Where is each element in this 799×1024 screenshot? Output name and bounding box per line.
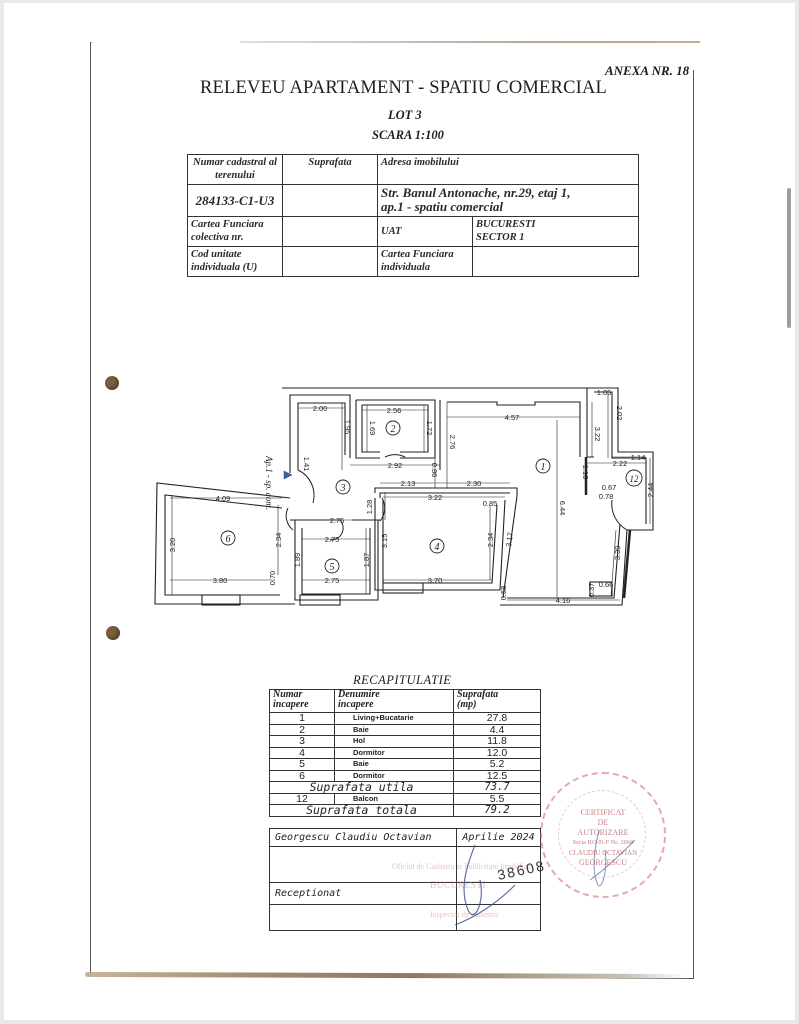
room-label-5: 5 [329,562,335,573]
document-date: Aprilie 2024 [457,829,541,847]
scrollbar[interactable] [787,188,791,328]
entrance-arrow-icon [284,471,292,479]
entrance-label: Ap.1 - sp. com. [264,456,274,510]
svg-text:0.70: 0.70 [268,570,277,586]
svg-text:2.75: 2.75 [324,535,340,544]
svg-text:1.87: 1.87 [362,552,371,568]
office-stamp: Oficiul de Cadastru si Publicitate Imobiliara BUCURESTI Inspector de cadastru [392,862,534,919]
svg-text:1.72: 1.72 [425,420,434,436]
header-room-number: Numar incapere [270,690,335,713]
svg-text:4.09: 4.09 [215,494,231,503]
area-value [283,185,378,217]
svg-text:2.30: 2.30 [466,479,482,488]
svg-text:1.69: 1.69 [368,420,377,436]
svg-text:1.95: 1.95 [343,419,352,435]
received-label: Receptionat [270,883,457,905]
svg-text:3.22: 3.22 [427,493,443,502]
author-name: Georgescu Claudiu Octavian [270,829,457,847]
svg-text:3.39: 3.39 [612,545,623,561]
svg-text:0.86: 0.86 [430,462,439,478]
document-title: RELEVEU APARTAMENT - SPATIU COMERCIAL [200,78,608,98]
dimension-lines [170,392,650,600]
svg-text:1.28: 1.28 [365,499,374,515]
table-row: 2 Baie 4.4 [270,724,541,736]
svg-text:1.05: 1.05 [596,388,612,397]
svg-text:3.15: 3.15 [380,533,389,549]
table-row: 1 Living+Bucatarie 27.8 [270,713,541,725]
svg-text:0.85: 0.85 [482,499,498,508]
registration-number: 38608 [495,857,548,883]
svg-text:0.58: 0.58 [499,585,508,601]
svg-text:2.34: 2.34 [486,532,495,548]
cf-collective-value [283,217,378,247]
svg-text:3.80: 3.80 [212,576,228,585]
doors [286,455,627,540]
cf-collective-label: Cartea Funciara colectiva nr. [188,217,283,247]
svg-text:1.41: 1.41 [302,456,311,472]
total-area-row: Suprafata totala 79.2 [270,805,541,817]
svg-text:2.34: 2.34 [274,532,283,548]
room-label-12: 12 [629,474,639,484]
svg-text:1.14: 1.14 [630,453,646,462]
cf-individual-value [473,247,639,277]
address-value: Str. Banul Antonache, nr.29, etaj 1, ap.1 - spatiu comercial [378,185,639,217]
recap-table [269,689,541,817]
svg-text:2.56: 2.56 [386,406,402,415]
svg-text:1.89: 1.89 [293,552,302,568]
useful-area-row: Suprafata utila 73.7 [270,782,541,794]
page-edge-shadow-top [240,41,700,43]
header-room-area: Suprafata (mp) [454,690,541,713]
svg-text:0.66: 0.66 [598,580,614,589]
svg-text:3.70: 3.70 [427,576,443,585]
cadastral-number: 284133-C1-U3 [188,185,283,217]
svg-text:2.75: 2.75 [324,576,340,585]
svg-text:0.67: 0.67 [601,483,617,492]
svg-text:2.13: 2.13 [400,479,416,488]
svg-text:4.16: 4.16 [555,596,571,605]
room-label-6: 6 [225,534,231,545]
svg-text:6.44: 6.44 [558,500,567,516]
recap-title: RECAPITULATIE [353,673,452,687]
svg-text:2.22: 2.22 [612,459,628,468]
uat-value: BUCURESTI SECTOR 1 [473,217,639,247]
cf-individual-label: Cartea Funciara individuala [378,247,473,277]
property-info-table [187,154,639,277]
svg-text:2.75: 2.75 [329,516,345,525]
authorization-stamp: CERTIFICAT DE AUTORIZARE Seria RO-B-F Nr. 2068 CLAUDIU OCTAVIAN GEORGESCU [540,772,666,898]
svg-text:3.20: 3.20 [168,537,177,553]
unit-code-label: Cod unitate individuala (U) [188,247,283,277]
uat-label: UAT [378,217,473,247]
punch-hole-top [105,376,119,390]
room-label-3: 3 [340,483,346,494]
svg-text:2.76: 2.76 [448,434,457,450]
svg-text:3.22: 3.22 [593,426,602,442]
room-label-2: 2 [390,424,396,435]
header-room-name: Denumire incapere [335,690,454,713]
svg-text:1.16: 1.16 [581,464,590,480]
room-label-1: 1 [540,462,546,473]
balcony-row: 12 Balcon 5.5 [270,793,541,805]
signature-scribble [440,830,640,940]
floor-plan [150,385,670,610]
area-header: Suprafata [283,155,378,185]
room-label-4: 4 [434,542,440,553]
table-row: 4 Dormitor 12.0 [270,747,541,759]
table-row: 3 Hol 11.8 [270,736,541,748]
annex-label: ANEXA NR. 18 [605,63,690,78]
svg-text:2.92: 2.92 [387,461,403,470]
lot-label: LOT 3 [388,108,422,122]
unit-code-value [283,247,378,277]
scale-label: SCARA 1:100 [372,128,444,142]
address-header: Adresa imobilului [378,155,639,185]
svg-text:2.02: 2.02 [615,405,624,421]
svg-text:0.37: 0.37 [587,582,596,598]
svg-text:2.44: 2.44 [646,482,655,498]
table-row: 6 Dormitor 12.5 [270,770,541,782]
punch-hole-bottom [106,626,120,640]
svg-text:0.78: 0.78 [598,492,614,501]
cadastral-header: Numar cadastral al terenului [188,155,283,185]
table-row: 5 Baie 5.2 [270,759,541,771]
svg-text:3.17: 3.17 [504,531,515,548]
svg-text:2.00: 2.00 [312,404,328,413]
svg-text:4.57: 4.57 [504,413,520,422]
